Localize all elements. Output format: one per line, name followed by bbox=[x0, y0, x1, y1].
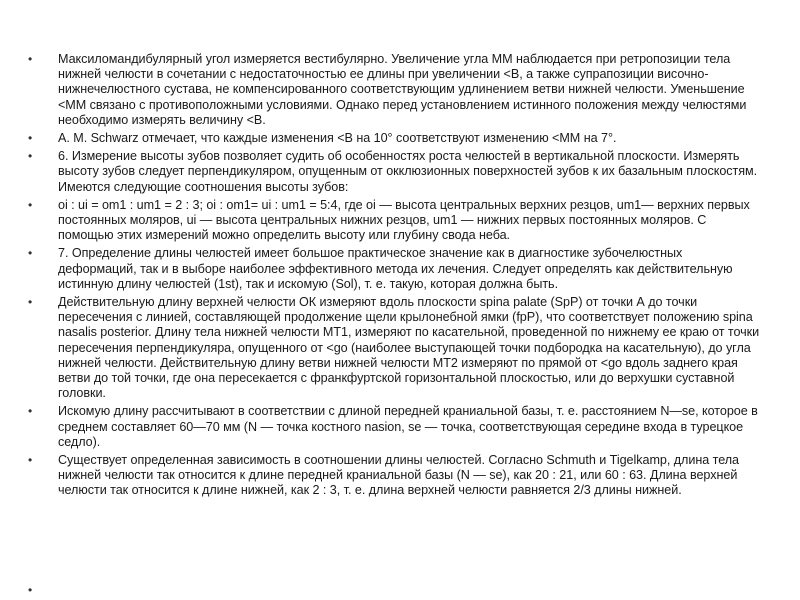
paragraph-text: Максиломандибулярный угол измеряется вестибулярно. Увеличение угла ММ наблюдается при ретропозиции тела нижней челюсти в сочетании с недостаточностью ее длины при увеличении <В, а также супрапозиции височно-нижнечелюстного сустава, не компенсированного соответствующим удлинением ветви нижней челюсти. Уменьшение <ММ связано с противоположными условиями. Однако перед установлением истинного положения между челюстями необходимо измерять величину <В. bbox=[58, 52, 747, 127]
empty-bullet-icon: • bbox=[28, 583, 33, 597]
paragraph-text: А. М. Schwarz отмечает, что каждые изменения <В на 10° соответствуют изменению <ММ на 7°. bbox=[58, 131, 617, 146]
paragraph-actual-length bbox=[28, 295, 764, 401]
bullet-icon: • bbox=[28, 295, 33, 310]
paragraph-jaw-length bbox=[28, 246, 764, 292]
bullet-icon: • bbox=[28, 197, 33, 212]
paragraph-text: Действительную длину верхней челюсти ОК измеряют вдоль плоскости spina palate (SpP) от точки А до точки пересечения с линией, составляющей продолжение щели крылонебной ямки (fpP), что соответствует положению spina nasalis posterior. Длину тела нижней челюсти МТ1, измеряют по касательной, проведенной по нижнему ее краю от точки пересечения перпендикуляра, опущенного от <go (наиболее выступающей точки подбородка на касательную), до угла нижней челюсти. Действительную длину ветви нижней челюсти МТ2 измеряют по прямой от <go вдоль заднего края ветви до той точки, где она пересекается с франкфуртской горизонтальной плоскостью, или до верхушки суставной головки. bbox=[58, 295, 760, 401]
bullet-list bbox=[28, 52, 764, 502]
paragraph-text: 6. Измерение высоты зубов позволяет судить об особенностях роста челюстей в вертикальной плоскости. Измерять высоту зубов следует перпендикуляром, опущенным от окклюзионных поверхностей зубов к их базальным плоскостям. Имеются следующие соотношения высоты зубов: bbox=[58, 149, 758, 194]
paragraph-schwarz bbox=[28, 131, 764, 146]
bullet-icon: • bbox=[28, 52, 33, 66]
bullet-icon: • bbox=[28, 404, 33, 419]
bullet-icon: • bbox=[28, 453, 33, 468]
paragraph-text: 7. Определение длины челюстей имеет большое практическое значение как в диагностике зубочелюстных деформаций, так и в выборе наиболее эффективного метода их лечения. Следует определять как действительную истинную длину челюстей (1st), так и искомую (Sol), т. е. такую, которая должна быть. bbox=[58, 246, 733, 291]
bullet-icon: • bbox=[28, 131, 33, 146]
bullet-icon: • bbox=[28, 149, 33, 164]
bullet-icon: • bbox=[28, 246, 33, 261]
paragraph-mm-angle bbox=[28, 52, 764, 128]
paragraph-text: Существует определенная зависимость в соотношении длины челюстей. Согласно Schmuth и Tigelkamp, длина тела нижней челюсти так относится к длине передней краниальной базы (N — se), как 20 : 21, или 60 : 63. Длина верхней челюсти так относится к длине нижней, как 2 : 3, т. е. длина верхней челюсти равняется 2/3 длины нижней. bbox=[58, 453, 739, 498]
paragraph-text: Искомую длину рассчитывают в соответствии с длиной передней краниальной базы, т. е. расстоянием N—se, которое в среднем составляет 60—70 мм (N — точка костного nasion, se — точка, соответствующая середине входа в турецкое седло). bbox=[58, 404, 758, 449]
paragraph-text: oi : ui = om1 : um1 = 2 : 3; oi : om1= ui : um1 = 5:4, где oi — высота центральных верхних резцов, um1— верхних первых постоянных моляров, ui — высота центральных нижних резцов, um1 — нижних первых постоянных моляров. С помощью этих измерений можно определить высоту или глубину свода неба. bbox=[58, 197, 750, 243]
paragraph-teeth-ratios bbox=[28, 198, 764, 244]
paragraph-proportion bbox=[28, 453, 764, 499]
paragraph-target-length bbox=[28, 404, 764, 450]
paragraph-teeth-height bbox=[28, 149, 764, 195]
